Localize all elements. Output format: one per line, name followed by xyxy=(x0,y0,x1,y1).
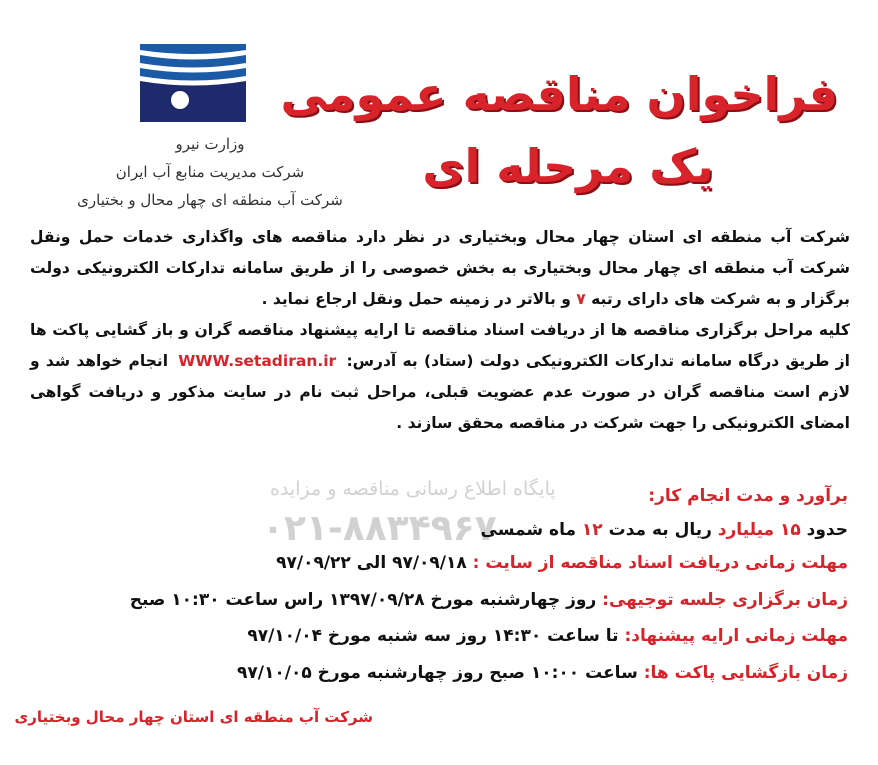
notice-subtitle: یک مرحله ای xyxy=(422,139,714,193)
watermark-site-text: پایگاه اطلاع رسانی مناقصه و مزایده xyxy=(270,478,556,500)
estimate-months: ۱۲ xyxy=(581,520,603,540)
docs-deadline-value: ۹۷/۰۹/۱۸ الی ۹۷/۰۹/۲۲ xyxy=(276,553,467,573)
briefing-meeting-value: روز چهارشنبه مورخ ۱۳۹۷/۰۹/۲۸ راس ساعت ۱۰:۳۰ صبح xyxy=(129,590,597,610)
setadiran-link[interactable]: WWW.setadiran.ir xyxy=(178,352,337,370)
parent-company-name: شرکت مدیریت منابع آب ایران xyxy=(115,163,305,181)
estimate-line: حدود ۱۵ میلیارد ریال به مدت ۱۲ ماه شمسی xyxy=(480,520,848,540)
ministry-name: وزارت نیرو xyxy=(175,135,245,153)
rank-value: ۷ xyxy=(576,290,586,308)
footer-signature: شرکت آب منطقه ای استان چهار محال وبختیاری xyxy=(14,708,373,726)
briefing-meeting-row: زمان برگزاری جلسه توجیهی: روز چهارشنبه مورخ ۱۳۹۷/۰۹/۲۸ راس ساعت ۱۰:۳۰ صبح xyxy=(129,590,848,610)
regional-company-name: شرکت آب منطقه ای چهار محال و بختیاری xyxy=(77,191,343,209)
envelope-opening-value: ساعت ۱۰:۰۰ صبح روز چهارشنبه مورخ ۹۷/۱۰/۰۵ xyxy=(237,663,638,683)
notice-body xyxy=(30,222,850,439)
process-paragraph: کلیه مراحل برگزاری مناقصه ها از دریافت اسناد مناقصه تا ارایه پیشنهاد مناقصه گران و باز گشایی پاکت ها از طریق درگاه سامانه تدارکات الکترونیکی دولت (ستاد) به آدرس: WWW.setadiran.ir انجام خواهد شد و لازم است مناقصه گران در صورت عدم عضویت قبلی، مراحل ثبت نام در سایت مذکور و دریافت گواهی امضای الکترونیکی را جهت شرکت در مناقصه محقق سازند . xyxy=(30,321,850,432)
notice-title: فراخوان مناقصه عمومی xyxy=(280,67,838,121)
envelope-opening-row: زمان بازگشایی پاکت ها: ساعت ۱۰:۰۰ صبح روز چهارشنبه مورخ ۹۷/۱۰/۰۵ xyxy=(237,663,848,683)
estimate-heading: برآورد و مدت انجام کار: xyxy=(648,486,848,506)
docs-deadline-row: مهلت زمانی دریافت اسناد مناقصه از سایت : ۹۷/۰۹/۱۸ الی ۹۷/۰۹/۲۲ xyxy=(276,553,848,573)
organization-header xyxy=(40,130,380,214)
submission-deadline-row: مهلت زمانی ارایه پیشنهاد: تا ساعت ۱۴:۳۰ روز سه شنبه مورخ ۹۷/۱۰/۰۴ xyxy=(247,626,848,646)
estimate-amount: ۱۵ میلیارد xyxy=(717,520,801,540)
watermark-phone: ۰۲۱-۸۸۳۴۹۶۷ xyxy=(262,508,497,549)
intro-paragraph: شرکت آب منطقه ای استان چهار محال وبختیاری در نظر دارد مناقصه های واگذاری خدمات حمل ونقل شرکت آب منطقه ای چهار محال وبختیاری به بخش خصوصی را از طریق سامانه تدارکات الکترونیکی دولت برگزار و به شرکت های دارای رتبه ۷ و بالاتر در زمینه حمل ونقل ارجاع نماید . xyxy=(30,228,850,308)
water-company-logo-icon xyxy=(138,42,250,126)
submission-deadline-value: تا ساعت ۱۴:۳۰ روز سه شنبه مورخ ۹۷/۱۰/۰۴ xyxy=(247,626,619,646)
